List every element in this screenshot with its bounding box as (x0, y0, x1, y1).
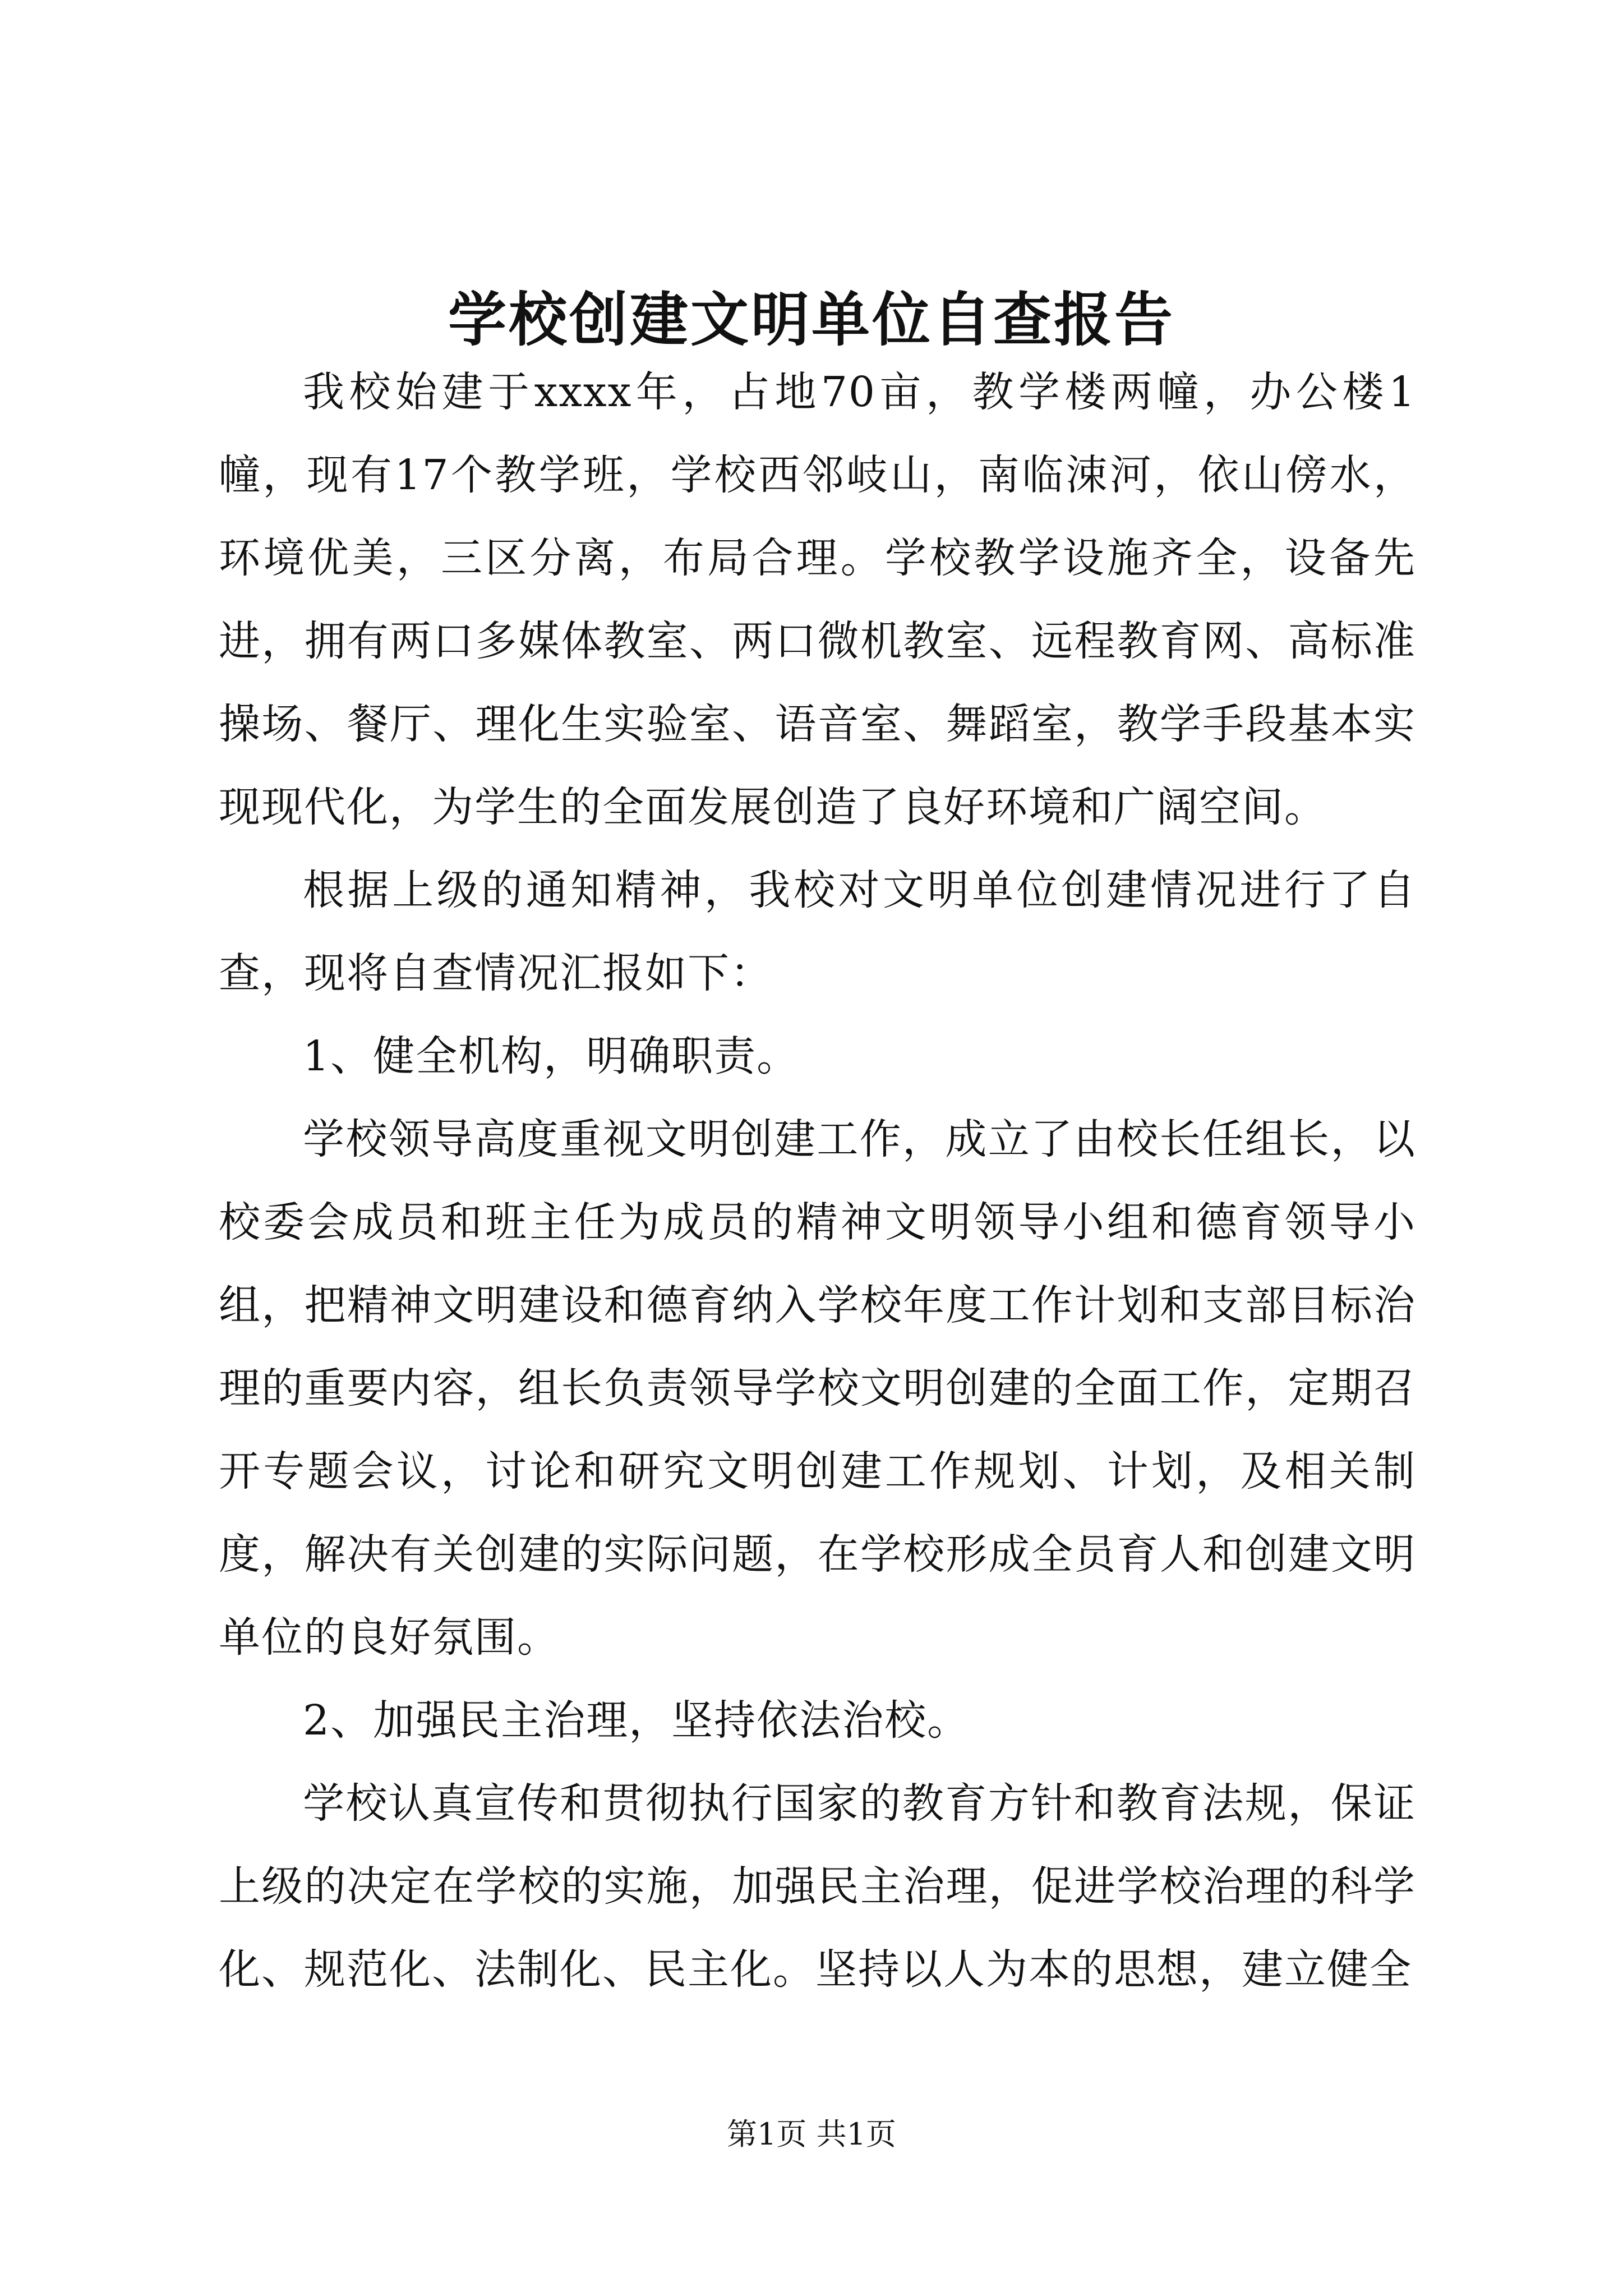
paragraph-section-1: 学校领导高度重视文明创建工作，成立了由校长任组长，以校委会成员和班主任为成员的精神文明领导小组和德育领导小组，把精神文明建设和德育纳入学校年度工作计划和支部目标治理的重要内容，组长负责领导学校文明创建的全面工作，定期召开专题会议，讨论和研究文明创建工作规划、计划，及相关制度，解决有关创建的实际问题，在学校形成全员育人和创建文明单位的良好氛围。 (219, 1115, 1416, 1662)
section-heading-1: 1、健全机构，明确职责。 (303, 1032, 800, 1080)
paragraph-notice: 根据上级的通知精神，我校对文明单位创建情况进行了自查，现将自查情况汇报如下： (219, 866, 1416, 997)
page-number-footer: 第1页 共1页 (727, 2116, 896, 2152)
document-body (219, 351, 1416, 2011)
paragraph-section-2: 学校认真宣传和贯彻执行国家的教育方针和教育法规，保证上级的决定在学校的实施，加强民主治理，促进学校治理的科学化、规范化、法制化、民主化。坚持以人为本的思想，建立健全 (219, 1779, 1416, 1994)
paragraph-intro: 我校始建于xxxx年，占地70亩，教学楼两幢，办公楼1幢，现有17个教学班，学校西邻岐山，南临涑河，依山傍水，环境优美，三区分离，布局合理。学校教学设施齐全，设备先进，拥有两口多媒体教室、两口微机教室、远程教育网、高标准操场、餐厅、理化生实验室、语音室、舞蹈室，教学手段基本实现现代化，为学生的全面发展创造了良好环境和广阔空间。 (219, 368, 1416, 831)
document-title: 学校创建文明单位自查报告 (448, 285, 1175, 354)
section-heading-2: 2、加强民主治理，坚持依法治校。 (303, 1696, 970, 1745)
